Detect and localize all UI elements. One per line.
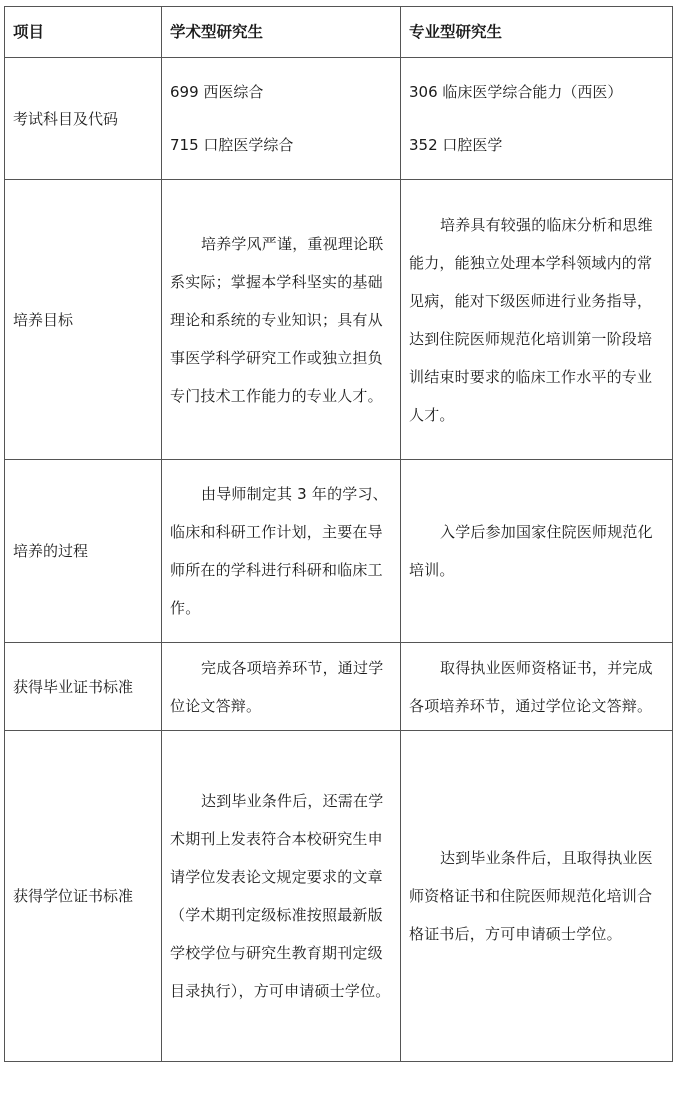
table-row (5, 643, 673, 731)
header-academic: 学术型研究生 (162, 7, 401, 58)
table-row (5, 180, 673, 460)
academic-degree-standard: 达到毕业条件后，还需在学术期刊上发表符合本校研究生申请学位发表论文规定要求的文章（学术期刊定级标准按照最新版学校学位与研究生教育期刊定级目录执行），方可申请硕士学位。 (162, 731, 401, 1062)
professional-degree-standard: 达到毕业条件后，且取得执业医师资格证书和住院医师规范化培训合格证书后，方可申请硕士学位。 (401, 731, 673, 1062)
academic-training-process: 由导师制定其 3 年的学习、临床和科研工作计划，主要在导师所在的学科进行科研和临床工作。 (162, 460, 401, 643)
academic-training-goal: 培养学风严谨，重视理论联系实际；掌握本学科坚实的基础理论和系统的专业知识；具有从事医学科学研究工作或独立担负专门技术工作能力的专业人才。 (162, 180, 401, 460)
comparison-table (4, 6, 673, 1062)
row-label-graduation-standard: 获得毕业证书标准 (5, 643, 162, 731)
professional-exam-codes (401, 58, 673, 180)
academic-graduation-standard: 完成各项培养环节，通过学位论文答辩。 (162, 643, 401, 731)
header-professional: 专业型研究生 (401, 7, 673, 58)
row-label-training-goal: 培养目标 (5, 180, 162, 460)
exam-code-line: 306 临床医学综合能力（西医） (409, 83, 623, 101)
table-header-row (5, 7, 673, 58)
table-row (5, 58, 673, 180)
professional-graduation-standard: 取得执业医师资格证书，并完成各项培养环节，通过学位论文答辩。 (401, 643, 673, 731)
exam-code-line: 699 西医综合 (170, 83, 264, 101)
exam-code-line: 715 口腔医学综合 (170, 136, 294, 154)
exam-code-line: 352 口腔医学 (409, 136, 503, 154)
row-label-exam-subjects: 考试科目及代码 (5, 58, 162, 180)
academic-exam-codes (162, 58, 401, 180)
table-row (5, 460, 673, 643)
table-row (5, 731, 673, 1062)
row-label-degree-standard: 获得学位证书标准 (5, 731, 162, 1062)
professional-training-goal: 培养具有较强的临床分析和思维能力，能独立处理本学科领域内的常见病，能对下级医师进行业务指导，达到住院医师规范化培训第一阶段培训结束时要求的临床工作水平的专业人才。 (401, 180, 673, 460)
professional-training-process: 入学后参加国家住院医师规范化培训。 (401, 460, 673, 643)
row-label-training-process: 培养的过程 (5, 460, 162, 643)
header-item: 项目 (5, 7, 162, 58)
